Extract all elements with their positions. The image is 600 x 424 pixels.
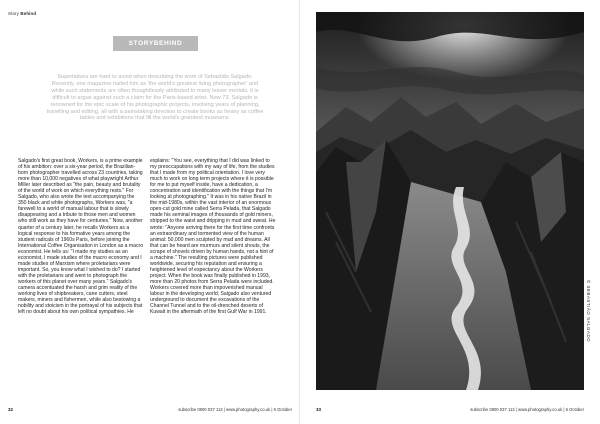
page-number-right: 33	[316, 407, 322, 412]
section-title: Behind	[20, 11, 37, 16]
page-number-left: 32	[8, 407, 14, 412]
story-kicker: STORYBEHIND	[113, 36, 198, 51]
section-label: Story	[8, 11, 20, 16]
landscape-photo-icon	[316, 12, 584, 390]
section-header	[8, 11, 36, 16]
intro-standfirst: Superlatives are hard to avoid when describing the work of Sebastião Salgado. Recently, one magazine hailed him as 'the world's greatest living photographer' and while such statements are often thoughtlessly attributed to many lesser mortals, it is difficult to argue against such a claim for the Paris-based artist. Now 73, Salgado is renowned for the epic scale of his photographic projects, involving years of planning, travelling and editing, all with a painstaking devotion to create books as heavy as coffee tables and exhibitions that fill the world's grandest museums.	[46, 74, 264, 122]
body-column-2: explains: "You see, everything that I did was linked to my preoccupations with my way of life, from the studies that I made from my political orientation. I love very much to work on long term projects where it is possible for me to put myself inside, have a dedication, a concentration and identification with the things that I'm looking at photographing." It was in his native Brazil in the mid-1980s, within the vast interior of an enormous open-cut gold mine called Serra Pelada, that Salgado made his seminal images of thousands of gold miners, stripped to the waist and dripping in mud and sweat. He wrote: "Anyone arriving there for the first time confronts an extraordinary and tormented view of the human animal: 50,000 men sculpted by mud and dreams. All that can be heard are murmurs and silent shouts, the scrape of shovels driven by human hands, not a hint of a machine." The resulting pictures were published worldwide, securing his reputation and ensuring a heightened level of expectancy about the Workers project. When the book was finally published in 1993, more than 20 photos from Serra Pelada were included. Workers covered more than impoverished manual labour in the developing world; Salgado also ventured underground to document the excavations of the Channel Tunnel and to the oil-drenched deserts of Kuwait in the aftermath of the first Gulf War in 1991.	[150, 158, 276, 316]
body-column-1: Salgado's first great book, Workers, is a prime example of his ambition: over a six-year period, the Brazilian-born photographer travelled across 23 countries, taking more than 10,000 negatives of what playwright Arthur Miller later described as "the pain, beauty and brutality of the world of work on which everything rests." For Salgado, who also wrote the text accompanying the 350 black and white photographs, Workers was, "a farewell to a world of manual labour that is slowly disappearing and a tribute to those men and women who still work as they have for centuries." Now, another quarter of a century later, he recalls Workers as a logical response to his formative years among the student radicals of 1960s Paris, before joining the International Coffee Organisation in London as a macro economist. He tells us: "I made my studies as an economist, I made studies of the macro economy and I made studies of Marxism where proletarians were important. So, you know what I wished to do? I started with the proletarians and went to photograph the workers of this planet over many years." Salgado's camera accentuated the harsh and grim reality of the working lives of shipbreakers, cane cutters, steel makers, miners and fishermen, while also bestowing a nobility and stoicism in the portrayal of his subjects that left no doubt about his own political sympathies. He	[18, 158, 144, 316]
page-footer-left: subscribe 0800 037 113 | www.photography.co.uk | 6 October	[178, 407, 292, 412]
page-footer-right: subscribe 0800 037 113 | www.photography.co.uk | 6 October	[470, 407, 584, 412]
photo-credit: © SEBASTIÃO SALGADO	[586, 280, 591, 343]
landscape-photo	[316, 12, 584, 390]
